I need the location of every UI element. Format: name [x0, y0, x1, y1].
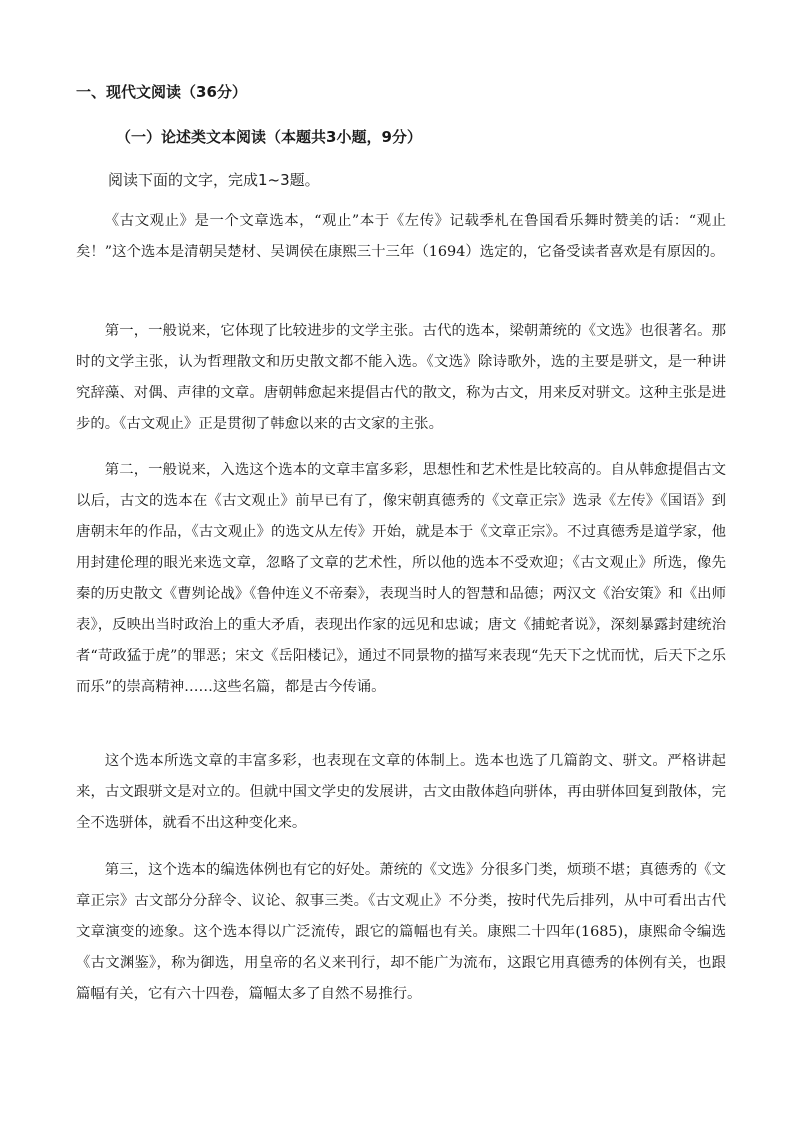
subsection-heading: （一）论述类文本阅读（本题共3小题，9分） [116, 128, 422, 146]
passage-paragraph-2: 第一，一般说来，它体现了比较进步的文学主张。古代的选本，梁朝萧统的《文选》也很著名。那时的文学主张，认为哲理散文和历史散文都不能入选。《文选》除诗歌外，选的主要是骈文，是一种讲究辞藻、对偶、声律的文章。唐朝韩愈起来提倡古代的散文，称为古文，用来反对骈文。这种主张是进步的。《古文观止》正是贯彻了韩愈以来的古文家的主张。 [76, 323, 726, 432]
passage-paragraph-4: 这个选本所选文章的丰富多彩，也表现在文章的体制上。选本也选了几篇韵文、骈文。严格讲起来，古文跟骈文是对立的。但就中国文学史的发展讲，古文由散体趋向骈体，再由骈体回复到散体，完全不选骈体，就看不出这种变化来。 [76, 753, 726, 831]
reading-instruction: 阅读下面的文字，完成1~3题。 [108, 171, 320, 189]
passage-paragraph-3: 第二，一般说来，入选这个选本的文章丰富多彩，思想性和艺术性是比较高的。自从韩愈提倡古文以后，古文的选本在《古文观止》前早已有了，像宋朝真德秀的《文章正宗》选录《左传》《国语》到唐朝末年的作品，《古文观止》的选文从左传》开始，就是本于《文章正宗》。不过真德秀是道学家，他用封建伦理的眼光来选文章，忽略了文章的艺术性，所以他的选本不受欢迎；《古文观止》所选，像先秦的历史散文《曹刿论战》《鲁仲连义不帝秦》，表现当时人的智慧和品德；两汉文《治安策》和《出师表》，反映出当时政治上的重大矛盾，表现出作家的远见和忠诚；唐文《捕蛇者说》，深刻暴露封建统治者“苛政猛于虎”的罪恶；宋文《岳阳楼记》，通过不同景物的描写来表现“先天下之忧而忧，后天下之乐而乐”的崇高精神……这些名篇，都是古今传诵。 [76, 462, 726, 695]
section-heading: 一、现代文阅读（36分） [76, 83, 247, 101]
passage-paragraph-1: 《古文观止》是一个文章选本，“观止”本于《左传》记载季札在鲁国看乐舞时赞美的话：“观止矣！”这个选本是清朝吴楚材、吴调侯在康熙三十三年（1694）选定的，它备受读者喜欢是有原因的。 [76, 213, 726, 260]
passage-paragraph-5: 第三，这个选本的编选体例也有它的好处。萧统的《文选》分很多门类，烦琐不堪；真德秀的《文章正宗》古文部分分辞令、议论、叙事三类。《古文观止》不分类，按时代先后排列，从中可看出古代文章演变的迹象。这个选本得以广泛流传，跟它的篇幅也有关。康熙二十四年(1685)，康熙命令编选《古文渊鉴》，称为御选，用皇帝的名义来刊行，却不能广为流布，这跟它用真德秀的体例有关，也跟篇幅有关，它有六十四卷，篇幅太多了自然不易推行。 [76, 862, 726, 1002]
